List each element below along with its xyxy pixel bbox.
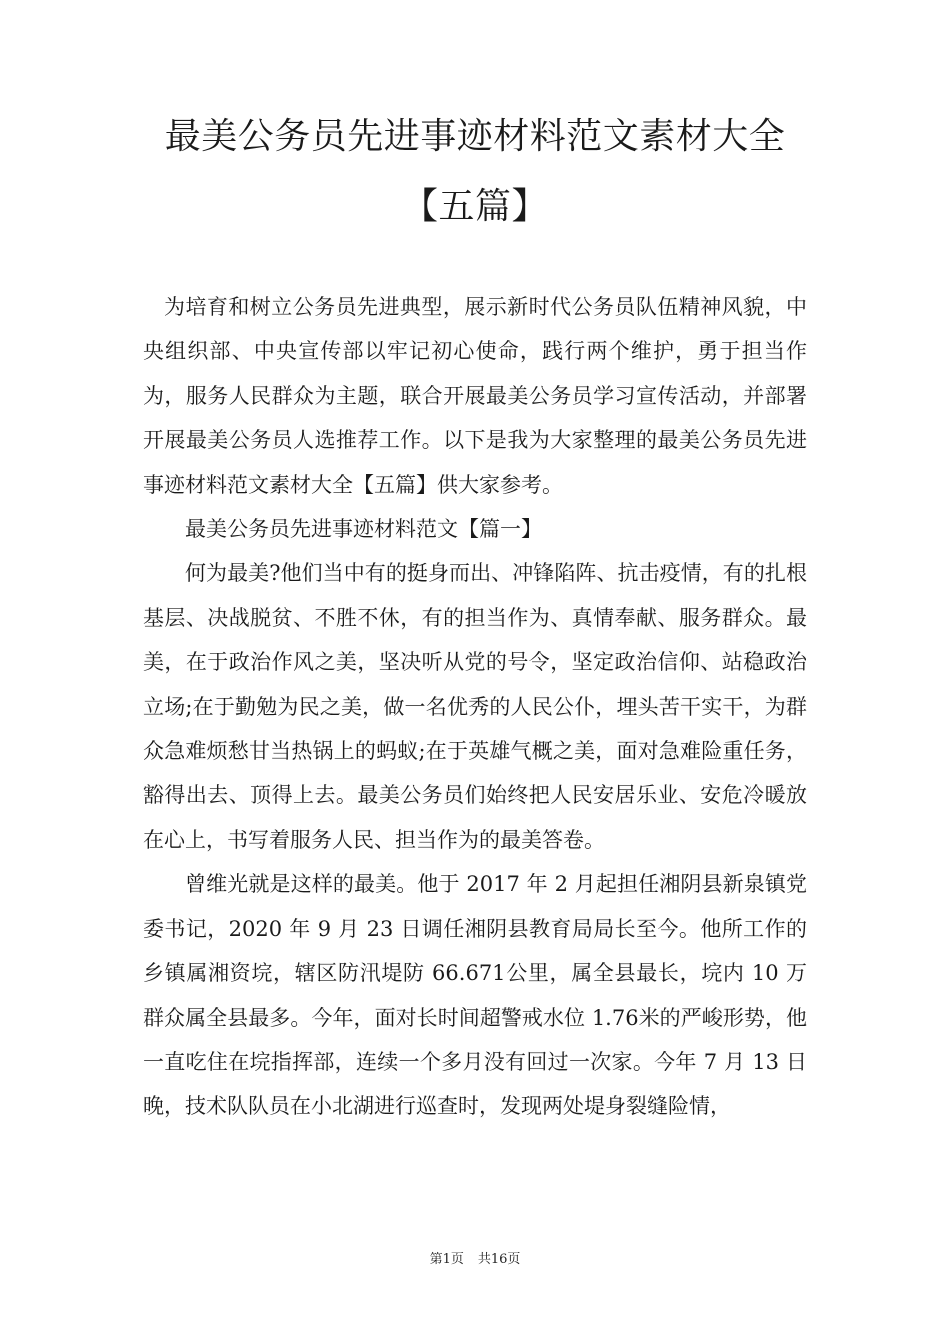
page-footer <box>0 1248 950 1267</box>
document-body <box>143 285 807 1129</box>
document-title: 最美公务员先进事迹材料范文素材大全【五篇】 <box>164 116 786 227</box>
intro-paragraph: 为培育和树立公务员先进典型，展示新时代公务员队伍精神风貌，中央组织部、中央宣传部以牢记初心使命，践行两个维护，勇于担当作为，服务人民群众为主题，联合开展最美公务员学习宣传活动，并部署开展最美公务员人选推荐工作。以下是我为大家整理的最美公务员先进事迹材料范文素材大全【五篇】供大家参考。 <box>143 295 807 497</box>
body-paragraph: 曾维光就是这样的最美。他于 2017 年 2 月起担任湘阴县新泉镇党委书记，2020 年 9 月 23 日调任湘阴县教育局局长至今。他所工作的乡镇属湘资垸，辖区防汛堤防 66.671公里，属全县最长，垸内 10 万群众属全县最多。今年，面对长时间超警戒水位 1.76米的严峻形势，他一直吃住在垸指挥部，连续一个多月没有回过一次家。今年 7 月 13 日晚，技术队队员在小北湖进行巡查时，发现两处堤身裂缝险情， <box>143 872 807 1119</box>
section-heading: 最美公务员先进事迹材料范文【篇一】 <box>185 517 542 542</box>
page-total: 共16页 <box>477 1252 521 1267</box>
page-number: 第1页 <box>429 1252 464 1267</box>
body-paragraph: 何为最美?他们当中有的挺身而出、冲锋陷阵、抗击疫情，有的扎根基层、决战脱贫、不胜不休，有的担当作为、真情奉献、服务群众。最美，在于政治作风之美，坚决听从党的号令，坚定政治信仰、站稳政治立场;在于勤勉为民之美，做一名优秀的人民公仆，埋头苦干实干，为群众急难烦愁甘当热锅上的蚂蚁;在于英雄气概之美，面对急难险重任务，豁得出去、顶得上去。最美公务员们始终把人民安居乐业、安危冷暖放在心上，书写着服务人民、担当作为的最美答卷。 <box>143 561 807 852</box>
